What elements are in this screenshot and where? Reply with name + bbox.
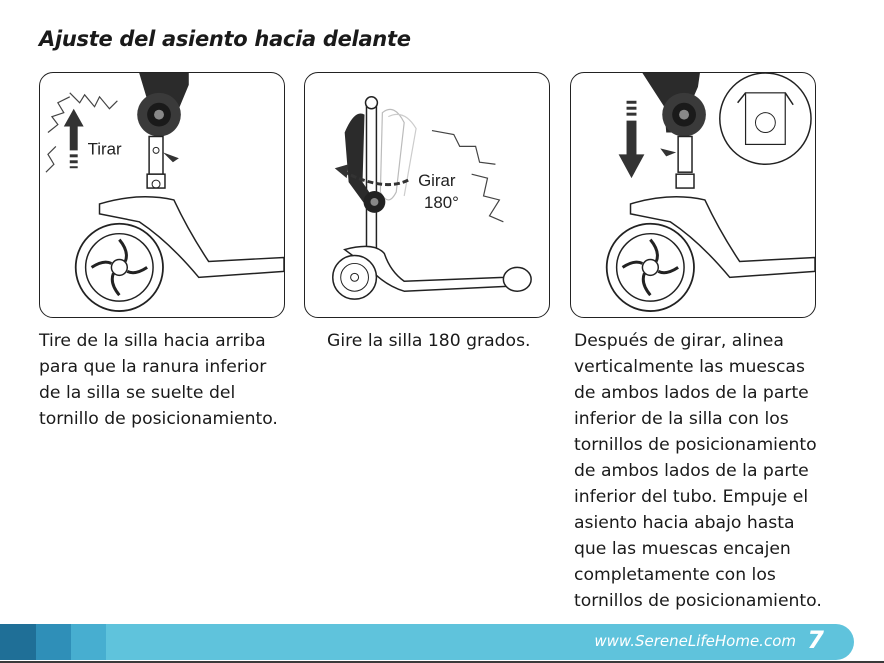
rotate-label-line1: Girar (418, 171, 456, 191)
caption-line: para que la ranura inferior (39, 357, 267, 377)
caption-line: tornillos de posicionamiento. (574, 591, 822, 611)
page-title: Ajuste del asiento hacia delante (39, 27, 411, 51)
caption-line: verticalmente las muescas (574, 357, 805, 377)
footer-color-block (36, 624, 71, 660)
scooter-pull-up-drawing (40, 73, 284, 317)
caption-line: de ambos lados de la parte (574, 461, 809, 481)
rotate-label-line2: 180° (424, 192, 459, 212)
illustration-rotate (304, 72, 550, 318)
caption-step-3 (574, 328, 874, 614)
caption-line: asiento hacia abajo hasta (574, 513, 795, 533)
caption-line: tornillo de posicionamiento. (39, 409, 278, 429)
caption-line: completamente con los (574, 565, 776, 585)
up-arrow-icon (64, 109, 84, 151)
footer-color-block (71, 624, 106, 660)
caption-step-2 (327, 328, 557, 354)
rotate-arrow-icon (335, 164, 349, 178)
caption-line: de ambos lados de la parte (574, 383, 809, 403)
illustration-push-down (570, 72, 816, 318)
caption-line: tornillos de posicionamiento (574, 435, 817, 455)
caption-line: inferior del tubo. Empuje el (574, 487, 809, 507)
caption-line: Después de girar, alinea (574, 331, 784, 351)
scooter-push-down-drawing (571, 73, 815, 317)
caption-line: de la silla se suelte del (39, 383, 236, 403)
caption-line: inferior de la silla con los (574, 409, 789, 429)
illustration-pull-up (39, 72, 285, 318)
website-url: www.SereneLifeHome.com (594, 632, 796, 650)
scooter-rotate-drawing (305, 73, 549, 317)
caption-line: Gire la silla 180 grados. (327, 331, 531, 351)
down-arrow-icon (619, 121, 645, 179)
page-number: 7 (807, 626, 824, 654)
caption-line: que las muescas encajen (574, 539, 791, 559)
page-footer (0, 624, 884, 663)
pull-label: Tirar (87, 139, 122, 159)
caption-step-1 (39, 328, 301, 432)
caption-line: Tire de la silla hacia arriba (39, 331, 266, 351)
footer-color-block (0, 624, 36, 660)
